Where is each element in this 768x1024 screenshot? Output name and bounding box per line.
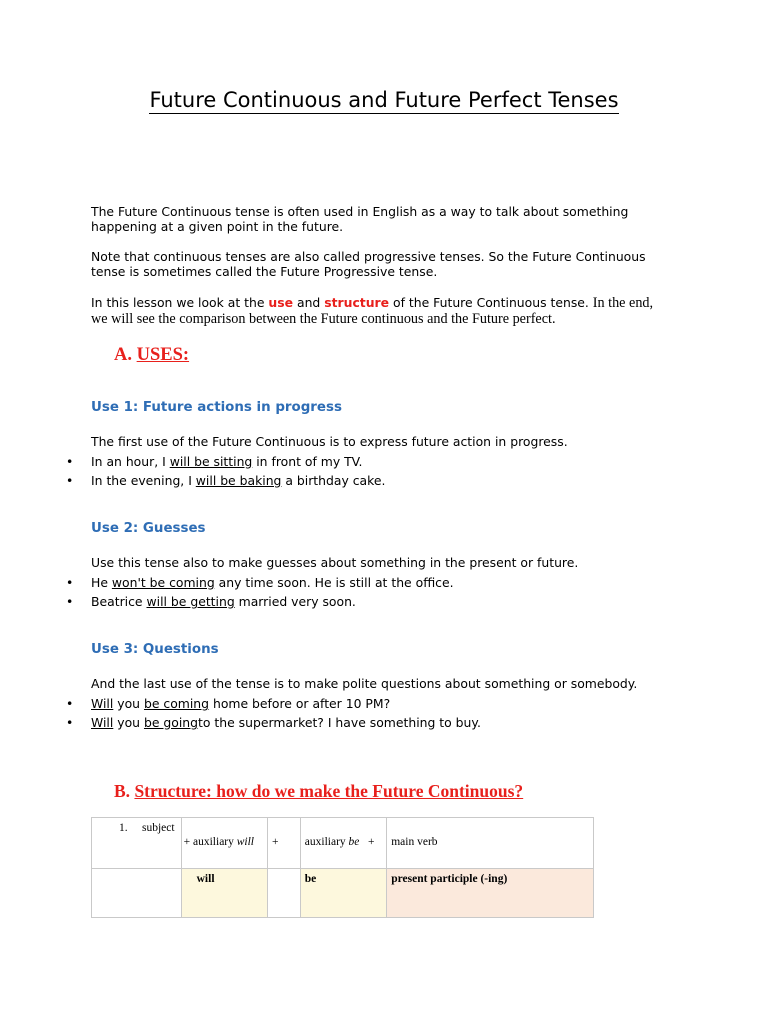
example-aux: Will xyxy=(91,715,114,730)
use2-heading: Use 2: Guesses xyxy=(91,521,206,536)
table-cell-participle xyxy=(387,869,594,918)
subject-label: subject xyxy=(142,822,175,834)
bullet-icon: • xyxy=(66,473,74,488)
intro-paragraph-2: Note that continuous tenses are also called progressive tenses. So the Future Continuous tense is sometimes called the Future Progressive tense. xyxy=(91,249,646,279)
row-number: 1. xyxy=(119,822,128,834)
use1-bullet-1 xyxy=(66,454,363,469)
use1-bullet-2 xyxy=(66,473,386,488)
text-segment: you xyxy=(113,696,144,711)
aux-will-word: will xyxy=(236,836,255,848)
example-aux: Will xyxy=(91,696,114,711)
bullet-icon: • xyxy=(66,594,74,609)
example-verb: be coming xyxy=(143,696,210,711)
will-value: will xyxy=(196,873,215,885)
use1-text: The first use of the Future Continuous is to express future action in progress. xyxy=(91,434,568,449)
table-cell-aux-be xyxy=(300,818,386,869)
use3-heading: Use 3: Questions xyxy=(91,642,219,657)
table-cell-will xyxy=(181,869,267,918)
example-verb: will be baking xyxy=(195,473,282,488)
table-cell-aux-will xyxy=(181,818,267,869)
bullet-icon: • xyxy=(66,696,74,711)
text-segment: Beatrice xyxy=(91,594,147,609)
text-segment: any time soon. He is still at the office. xyxy=(214,575,454,590)
example-verb: be going xyxy=(143,715,199,730)
section-b-label: Structure: how do we make the Future Continuous? xyxy=(134,781,524,801)
section-b-letter: B. xyxy=(114,781,135,801)
intro-paragraph-3 xyxy=(91,295,671,327)
use2-text: Use this tense also to make guesses about something in the present or future. xyxy=(91,555,579,570)
text-segment: In the evening, I xyxy=(91,473,196,488)
page-title xyxy=(0,88,768,112)
aux-be-word: be xyxy=(348,836,360,848)
text-segment: you xyxy=(113,715,144,730)
table-cell-empty xyxy=(268,869,301,918)
table-cell-empty xyxy=(92,869,182,918)
table-cell-subject xyxy=(92,818,182,869)
table-cell-main-verb xyxy=(387,818,594,869)
example-verb: won't be coming xyxy=(111,575,215,590)
section-a-label: USES: xyxy=(136,345,190,365)
use3-bullet-1 xyxy=(66,696,391,711)
use2-bullet-2 xyxy=(66,594,356,609)
bullet-icon: • xyxy=(66,454,74,469)
intro-p3-mid: of the Future Continuous tense. xyxy=(389,295,593,310)
intro-p3-start: In this lesson we look at the xyxy=(91,295,269,310)
plus-sign: + xyxy=(183,836,191,848)
table-cell-be xyxy=(300,869,386,918)
text-segment: He xyxy=(91,575,112,590)
main-verb-label: main verb xyxy=(391,836,438,848)
section-a-letter: A. xyxy=(114,345,137,365)
section-b-heading xyxy=(114,781,523,802)
plus-sign: + xyxy=(272,836,279,848)
plus-sign: + xyxy=(368,836,375,848)
text-segment: a birthday cake. xyxy=(281,473,386,488)
section-a-heading xyxy=(114,345,189,366)
table-cell-plus xyxy=(268,818,301,869)
use3-bullet-2 xyxy=(66,715,481,730)
structure-table xyxy=(91,817,594,918)
intro-paragraph-1: The Future Continuous tense is often used in English as a way to talk about something happening at a given point in the future. xyxy=(91,204,629,234)
intro-p3-end: In the end, we will see the comparison between the Future continuous and the Future perfect. xyxy=(91,295,654,327)
use3-text: And the last use of the tense is to make polite questions about something or somebody. xyxy=(91,676,638,691)
bullet-icon: • xyxy=(66,715,74,730)
text-segment: In an hour, I xyxy=(91,454,170,469)
participle-value: present participle (-ing) xyxy=(391,873,508,885)
text-segment: home before or after 10 PM? xyxy=(209,696,391,711)
text-segment: in front of my TV. xyxy=(252,454,363,469)
text-segment: auxiliary xyxy=(304,836,349,848)
page-title-text: Future Continuous and Future Perfect Tenses xyxy=(149,88,619,112)
text-segment: to the supermarket? I have something to buy. xyxy=(198,715,481,730)
text-segment: auxiliary xyxy=(193,836,237,848)
table-row xyxy=(92,818,594,869)
intro-p3-and: and xyxy=(293,295,325,310)
intro-structure-word: structure xyxy=(324,295,390,310)
intro-use-word: use xyxy=(268,295,294,310)
table-row xyxy=(92,869,594,918)
example-verb: will be sitting xyxy=(169,454,253,469)
use2-bullet-1 xyxy=(66,575,454,590)
bullet-icon: • xyxy=(66,575,74,590)
use1-heading: Use 1: Future actions in progress xyxy=(91,400,342,415)
text-segment: married very soon. xyxy=(234,594,356,609)
be-value: be xyxy=(304,873,317,885)
example-verb: will be getting xyxy=(146,594,235,609)
